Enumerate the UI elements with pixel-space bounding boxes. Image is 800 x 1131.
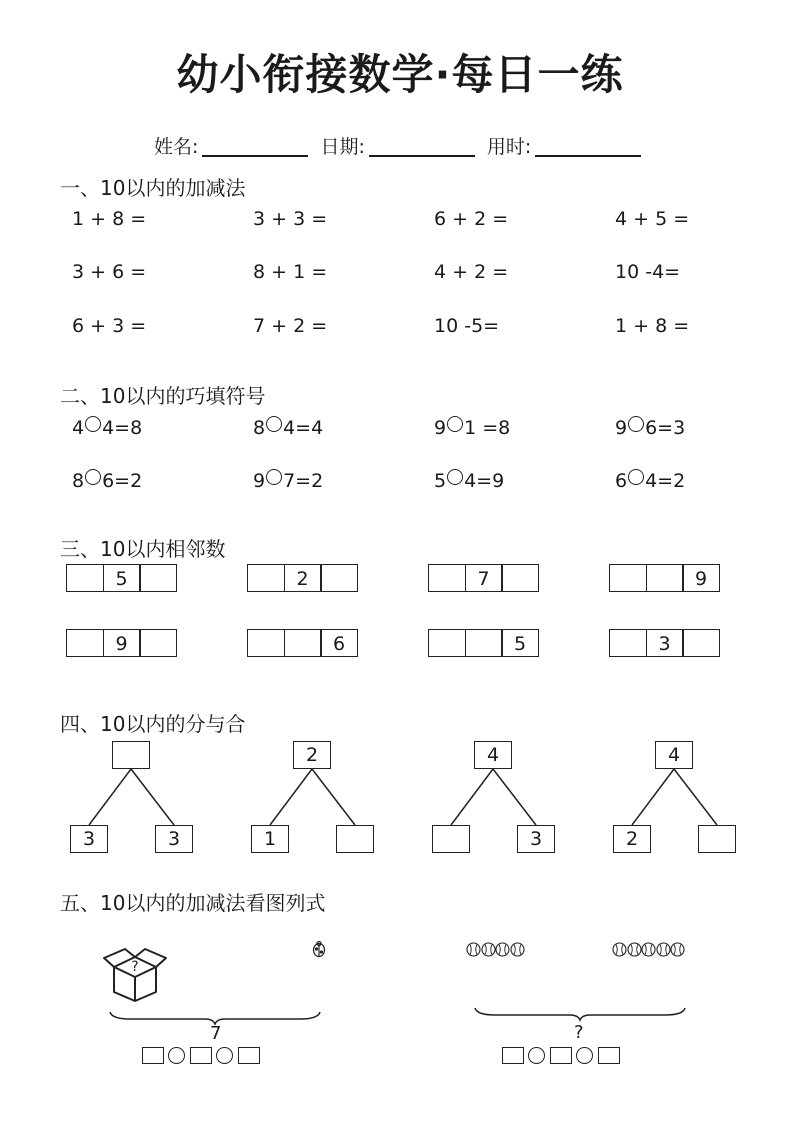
- symbol-problem: [72, 416, 142, 439]
- arithmetic-problem: 7 + 2 =: [253, 315, 328, 337]
- operand: 7=2: [283, 470, 324, 492]
- neighbor-problem: [247, 629, 358, 657]
- neighbor-cell[interactable]: [66, 564, 104, 592]
- symbol-circle[interactable]: [85, 469, 101, 485]
- symbol-circle[interactable]: [447, 416, 463, 432]
- neighbor-cell: 9: [103, 629, 141, 657]
- box-icon: [100, 945, 170, 1003]
- neighbor-cell[interactable]: [682, 629, 720, 657]
- time-blank[interactable]: [535, 135, 641, 157]
- bond-left-box[interactable]: [432, 825, 470, 853]
- answer-box[interactable]: [238, 1047, 260, 1064]
- bond-line: [674, 769, 717, 825]
- bond-line: [451, 769, 493, 825]
- operand: 1 =8: [464, 417, 511, 439]
- section-title-4: 四、10以内的分与合: [60, 712, 246, 736]
- operand: 4=9: [464, 470, 505, 492]
- bond-right-box: 3: [517, 825, 555, 853]
- bond-right-box[interactable]: [698, 825, 736, 853]
- neighbor-cell[interactable]: [139, 564, 177, 592]
- neighbor-problem: [66, 629, 177, 657]
- symbol-problem: [253, 469, 323, 492]
- bond-top-box: 2: [293, 741, 331, 769]
- neighbor-cell[interactable]: [609, 629, 647, 657]
- section-title-1: 一、10以内的加减法: [60, 176, 246, 200]
- neighbor-cell[interactable]: [465, 629, 503, 657]
- bond-top-box: 4: [655, 741, 693, 769]
- neighbor-cell: 5: [103, 564, 141, 592]
- symbol-problem: [615, 469, 685, 492]
- operand: 8: [72, 470, 85, 492]
- time-label: 用时:: [486, 136, 532, 158]
- page-title: 幼小衔接数学·每日一练: [176, 50, 624, 99]
- answer-circle[interactable]: [168, 1047, 185, 1064]
- answer-circle[interactable]: [216, 1047, 233, 1064]
- symbol-circle[interactable]: [628, 469, 644, 485]
- answer-box[interactable]: [550, 1047, 572, 1064]
- arithmetic-problem: 4 + 5 =: [615, 208, 690, 230]
- bond-line: [493, 769, 536, 825]
- arithmetic-problem: 3 + 3 =: [253, 208, 328, 230]
- symbol-problem: [72, 469, 142, 492]
- baseball-icon: [495, 942, 510, 957]
- neighbor-cell[interactable]: [428, 629, 466, 657]
- symbol-circle[interactable]: [85, 416, 101, 432]
- neighbor-problem: [66, 564, 177, 592]
- symbol-problem: [253, 416, 323, 439]
- total-label-2: ?: [574, 1022, 584, 1043]
- name-blank[interactable]: [202, 135, 308, 157]
- symbol-circle[interactable]: [628, 416, 644, 432]
- bond-right-box: 3: [155, 825, 193, 853]
- date-label: 日期:: [320, 136, 365, 158]
- bond-left-box: 1: [251, 825, 289, 853]
- baseball-icon: [612, 942, 627, 957]
- neighbor-cell: 9: [682, 564, 720, 592]
- info-row: [154, 132, 647, 159]
- neighbor-cell: 2: [284, 564, 322, 592]
- operand: 4=8: [102, 417, 143, 439]
- operand: 4: [72, 417, 85, 439]
- baseball-icon: [670, 942, 685, 957]
- bond-left-box: 2: [613, 825, 651, 853]
- neighbor-cell[interactable]: [609, 564, 647, 592]
- ladybug-icon: [311, 940, 327, 958]
- section-title-3: 三、10以内相邻数: [60, 537, 226, 561]
- neighbor-cell[interactable]: [284, 629, 322, 657]
- baseball-icon: [641, 942, 656, 957]
- brace-2: [465, 1006, 695, 1022]
- neighbor-cell[interactable]: [501, 564, 539, 592]
- answer-circle[interactable]: [528, 1047, 545, 1064]
- section-title-5: 五、10以内的加减法看图列式: [60, 891, 326, 915]
- section-title-2: 二、10以内的巧填符号: [60, 384, 266, 408]
- bond-right-box[interactable]: [336, 825, 374, 853]
- arithmetic-problem: 6 + 2 =: [434, 208, 509, 230]
- arithmetic-problem: 8 + 1 =: [253, 261, 328, 283]
- operand: 9: [615, 417, 628, 439]
- neighbor-problem: [247, 564, 358, 592]
- neighbor-cell[interactable]: [139, 629, 177, 657]
- baseball-icon: [466, 942, 481, 957]
- symbol-circle[interactable]: [266, 469, 282, 485]
- operand: 6=3: [645, 417, 686, 439]
- arithmetic-problem: 1 + 8 =: [615, 315, 690, 337]
- neighbor-problem: [609, 564, 720, 592]
- operand: 9: [253, 470, 266, 492]
- name-label: 姓名:: [154, 136, 199, 158]
- bond-top-box[interactable]: [112, 741, 150, 769]
- neighbor-problem: [609, 629, 720, 657]
- neighbor-cell[interactable]: [66, 629, 104, 657]
- bond-line: [312, 769, 355, 825]
- operand: 6: [615, 470, 628, 492]
- neighbor-cell: 6: [320, 629, 358, 657]
- baseball-icon: [481, 942, 496, 957]
- answer-box[interactable]: [598, 1047, 620, 1064]
- operand: 8: [253, 417, 266, 439]
- arithmetic-problem: 4 + 2 =: [434, 261, 509, 283]
- baseball-icon: [627, 942, 642, 957]
- operand: 9: [434, 417, 447, 439]
- answer-box[interactable]: [190, 1047, 212, 1064]
- box-question: ?: [131, 959, 139, 975]
- neighbor-cell: 5: [501, 629, 539, 657]
- operand: 4=2: [645, 470, 686, 492]
- neighbor-cell[interactable]: [646, 564, 684, 592]
- operand: 5: [434, 470, 447, 492]
- arithmetic-problem: 10 -5=: [434, 315, 500, 337]
- symbol-problem: [615, 416, 685, 439]
- neighbor-problem: [428, 564, 539, 592]
- arithmetic-problem: 6 + 3 =: [72, 315, 147, 337]
- neighbor-cell[interactable]: [320, 564, 358, 592]
- baseball-icon: [656, 942, 671, 957]
- symbol-problem: [434, 469, 504, 492]
- baseball-icon: [510, 942, 525, 957]
- neighbor-cell[interactable]: [247, 564, 285, 592]
- symbol-circle[interactable]: [266, 416, 282, 432]
- symbol-circle[interactable]: [447, 469, 463, 485]
- answer-box[interactable]: [502, 1047, 524, 1064]
- date-blank[interactable]: [369, 135, 475, 157]
- operand: 6=2: [102, 470, 143, 492]
- arithmetic-problem: 3 + 6 =: [72, 261, 147, 283]
- symbol-problem: [434, 416, 510, 439]
- neighbor-cell: 3: [646, 629, 684, 657]
- arithmetic-problem: 1 + 8 =: [72, 208, 147, 230]
- neighbor-cell[interactable]: [428, 564, 466, 592]
- total-label-1: 7: [210, 1023, 222, 1044]
- answer-box[interactable]: [142, 1047, 164, 1064]
- operand: 4=4: [283, 417, 324, 439]
- bond-line: [270, 769, 312, 825]
- neighbor-cell[interactable]: [247, 629, 285, 657]
- bond-line: [89, 769, 131, 825]
- bond-line: [131, 769, 174, 825]
- arithmetic-problem: 10 -4=: [615, 261, 681, 283]
- bond-line: [632, 769, 674, 825]
- neighbor-cell: 7: [465, 564, 503, 592]
- bond-left-box: 3: [70, 825, 108, 853]
- answer-circle[interactable]: [576, 1047, 593, 1064]
- neighbor-problem: [428, 629, 539, 657]
- bond-top-box: 4: [474, 741, 512, 769]
